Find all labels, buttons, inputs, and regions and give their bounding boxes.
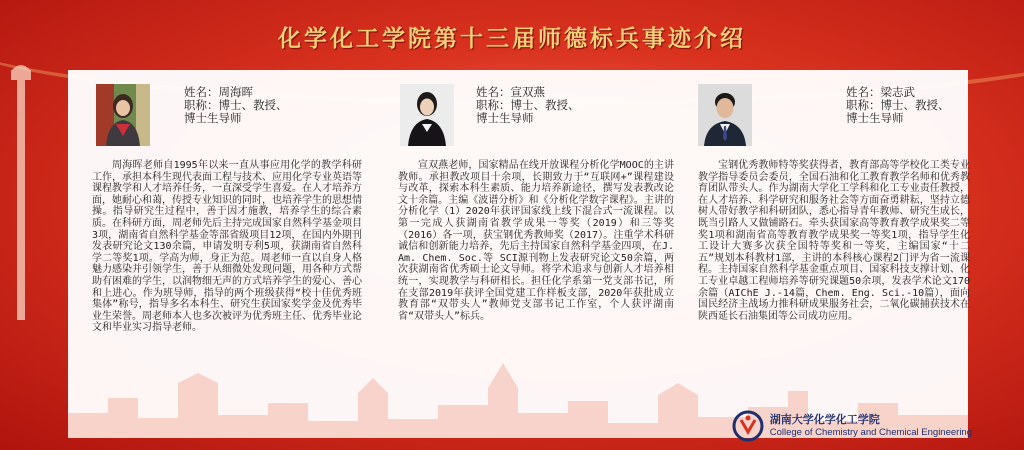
college-logo — [732, 406, 972, 446]
portrait-photo — [698, 84, 752, 146]
teacher-name: 姓名：宣双燕 — [476, 85, 545, 99]
teacher-name: 姓名：梁志武 — [846, 85, 915, 99]
teacher-bio: 周海晖老师自1995年以来一直从事应用化学的教学科研工作，承担本科生现代表面工程与技术、应用化学专业英语等课程教学和人才培养任务，一直深受学生喜爱。在人才培养方面，她耐心和蔼，传授专业知识的同时，也培养学生的思想情操。指导研究生过程中，善于因才施教，培养学生的综合素质。在科研方面，周老师先后主持完成国家自然科学基金项目3项，湖南省自然科学基金等部省级项目12项，在国内外期刊发表研究论文130余篇，申请发明专利5项，获湖南省自然科学二等奖1项。学高为师，身正为范。周老师一直以自身人格魅力感染并引领学生，善于从细微处发现问题，用各种方式帮助有困难的学生，以润物细无声的方式培养学生的爱心、善心和上进心。作为班导师，指导的两个班级获得“校十佳优秀班集体”称号，指导多名本科生、研究生获国家奖学金及优秀毕业生荣誉。周老师本人也多次被评为优秀班主任、优秀毕业论文和毕业实习指导老师。 — [92, 160, 362, 334]
teacher-title: 职称：博士、教授、 — [846, 98, 950, 112]
profile-info — [184, 86, 288, 125]
logo-text — [770, 414, 972, 438]
portrait-photo — [96, 84, 150, 146]
portrait-photo — [400, 84, 454, 146]
profile-card — [398, 84, 674, 322]
profile-card — [698, 84, 970, 322]
profile-info — [846, 86, 950, 125]
teacher-bio: 宣双燕老师，国家精品在线开放课程分析化学MOOC的主讲教师。承担教改项目十余项，长期致力于“互联网+”课程建设与改革，探索本科生素质、能力培养新途径，撰写发表教改论文十余篇。主编《波谱分析》和《分析化学数字课程》。主讲的分析化学（1）2020年获评国家线上线下混合式一流课程。以第一完成人获湖南省教学成果一等奖（2019）和三等奖（2016）各一项，获宝钢优秀教师奖（2017）。注重学术科研诚信和创新能力培养，先后主持国家自然科学基金四项，在J. Am. Chem. Soc.等 SCI源刊物上发表研究论文50余篇，两次获湖南省优秀硕士论文导师。将学术追求与创新人才培养相统一，实现教学与科研相长。担任化学系第一党支部书记，所在支部2019年获评全国党建工作样板支部，2020年获批成立教育部“双带头人”教师党支部书记工作室，个人获评湖南省“双带头人”标兵。 — [398, 160, 674, 322]
logo-english-name: College of Chemistry and Chemical Engineering — [769, 427, 972, 438]
profile-header — [698, 84, 970, 156]
profile-card — [92, 84, 362, 334]
ornamental-pillar-icon — [10, 60, 32, 320]
profile-info — [476, 86, 580, 125]
logo-chinese-name: 湖南大学化学化工学院 — [769, 414, 880, 426]
teacher-degree: 博士生导师 — [846, 111, 904, 125]
page-title: 化学化工学院第十三届师德标兵事迹介绍 — [278, 25, 746, 52]
teacher-title: 职称：博士、教授、 — [184, 98, 288, 112]
teacher-bio: 宝钢优秀教师特等奖获得者，教育部高等学校化工类专业教学指导委员会委员，全国石油和化工教育教学名师和优秀教育团队带头人。作为湖南大学化工学科和化工专业责任教授，在人才培养、科学研究和服务社会等方面奋勇耕耘，坚持立德树人带好教学和科研团队，悉心指导青年教师、研究生成长，既当引路人又做铺路石。牵头获国家高等教育教学成果奖二等奖1项和湖南省高等教育教学成果奖一等奖1项，指导学生化工设计大赛多次获全国特等奖和一等奖，主编国家“十二五”规划本科教材1部，主讲的本科核心课程2门评为省一流课程。主持国家自然科学基金重点项目、国家科技支撑计划、化工专业卓越工程师培养等研究课题50余项，发表学术论文170余篇（AIChE J.-14篇，Chem. Eng. Sci.-10篇），面向国民经济主战场力推科研成果服务社会，二氧化碳捕获技术在陕西延长石油集团等公司成功应用。 — [698, 160, 970, 322]
teacher-degree: 博士生导师 — [476, 111, 534, 125]
profile-header — [92, 84, 362, 156]
teacher-title: 职称：博士、教授、 — [476, 98, 580, 112]
teacher-degree: 博士生导师 — [184, 111, 242, 125]
profile-header — [398, 84, 674, 156]
college-emblem-icon — [732, 410, 764, 442]
teacher-name: 姓名：周海晖 — [184, 85, 253, 99]
